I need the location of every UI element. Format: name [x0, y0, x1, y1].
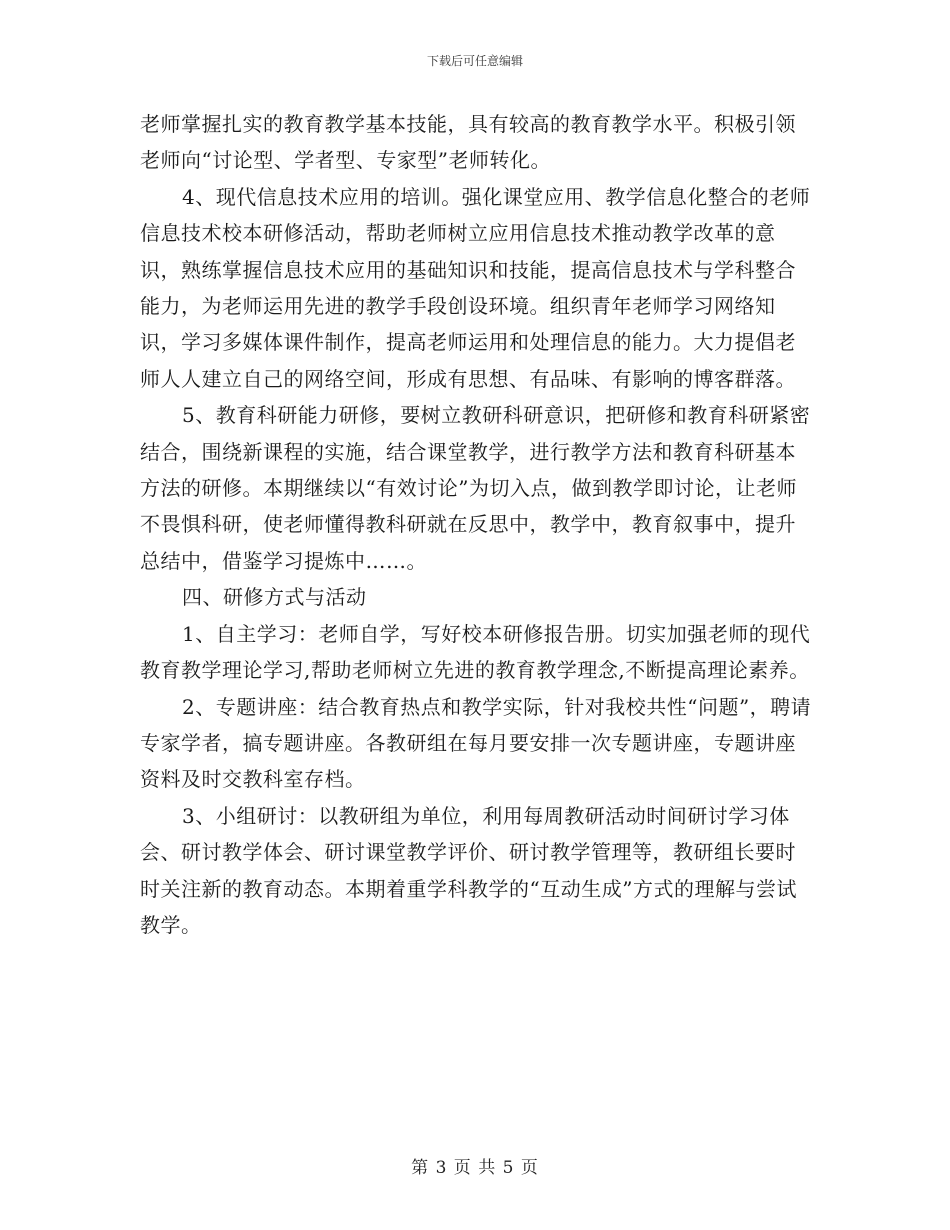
paragraph-item-4: 4、现代信息技术应用的培训。强化课堂应用、教学信息化整合的老师信息技术校本研修活动，帮助老师树立应用信息技术推动教学改革的意识，熟练掌握信息技术应用的基础知识和技能，提高信息技术与学科整合能力，为老师运用先进的教学手段创设环境。组织青年老师学习网络知识，学习多媒体课件制作，提高老师运用和处理信息的能力。大力提倡老师人人建立自己的网络空间，形成有思想、有品味、有影响的博客群落。	[140, 184, 811, 391]
page-number-footer: 第 3 页 共 5 页	[411, 1158, 539, 1178]
document-body	[140, 106, 812, 943]
page-header-note: 下载后可任意编辑	[426, 54, 523, 68]
section-heading-4: 四、研修方式与活动	[182, 585, 367, 610]
paragraph-item-5: 5、教育科研能力研修，要树立教研科研意识，把研修和教育科研紧密结合，围绕新课程的实施，结合课堂教学，进行教学方法和教育科研基本方法的研修。本期继续以“有效讨论”为切入点，做到教学即讨论，让老师不畏惧科研，使老师懂得教科研就在反思中，教学中，教育叙事中，提升总结中，借鉴学习提炼中……。	[140, 403, 811, 573]
paragraph-method-2: 2、专题讲座：结合教育热点和教学实际，针对我校共性“问题”，聘请专家学者，搞专题讲座。各教研组在每月要安排一次专题讲座，专题讲座资料及时交教科室存档。	[140, 694, 812, 792]
paragraph-continued: 老师掌握扎实的教育教学基本技能，具有较高的教育教学水平。积极引领老师向“讨论型、学者型、专家型”老师转化。	[140, 112, 796, 173]
paragraph-method-3: 3、小组研讨：以教研组为单位，利用每周教研活动时间研讨学习体会、研讨教学体会、研讨课堂教学评价、研讨教学管理等，教研组长要时时关注新的教育动态。本期着重学科教学的“互动生成”方式的理解与尝试教学。	[140, 803, 797, 937]
paragraph-method-1: 1、自主学习：老师自学，写好校本研修报告册。切实加强老师的现代教育教学理论学习,帮助老师树立先进的教育教学理念,不断提高理论素养。	[140, 621, 811, 683]
